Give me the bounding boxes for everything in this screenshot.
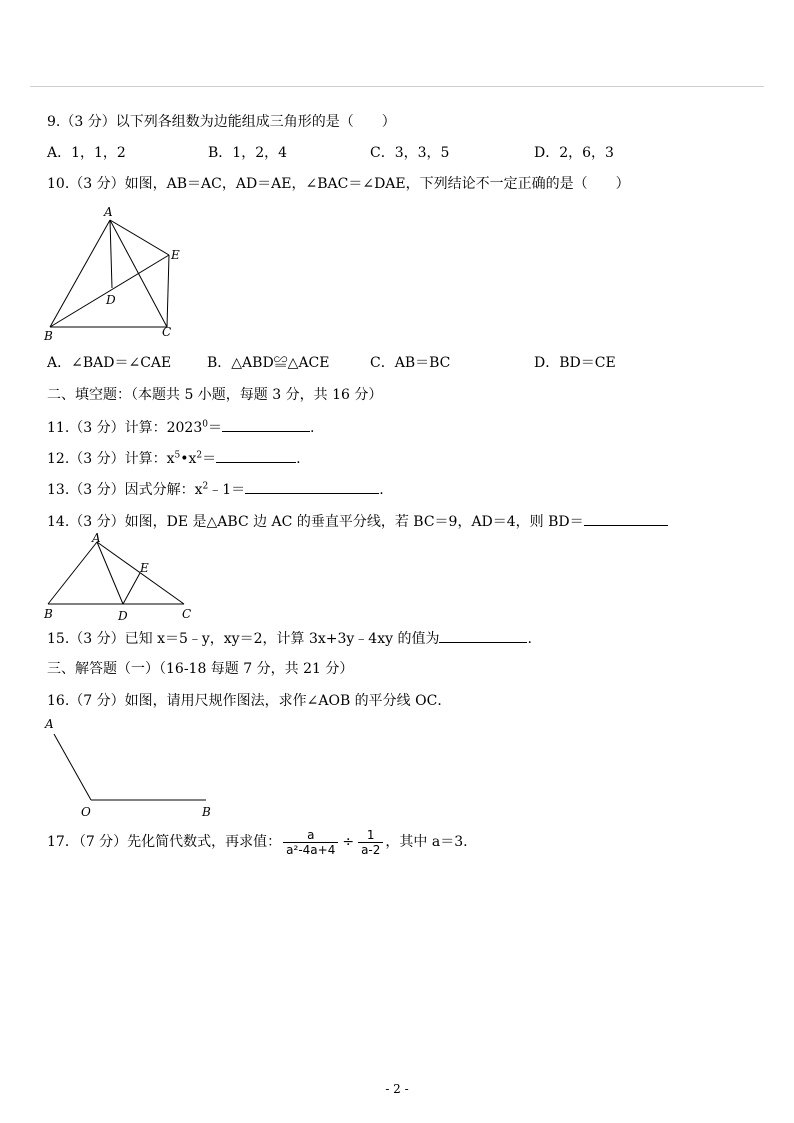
q9-options (47, 143, 747, 163)
q10-options (47, 353, 747, 373)
header-rule (30, 86, 764, 87)
q9-option-b: B．1，2，4 (208, 145, 288, 161)
q10-option-b: B．△ABD≌△ACE (207, 355, 330, 371)
q9-stem: 9.（3 分）以下列各组数为边能组成三角形的是（ ） (47, 114, 396, 130)
q11: 11.（3 分）计算：$2023^0=$ . (47, 417, 314, 438)
q14-label-c: C (182, 607, 192, 621)
q14-figure (40, 532, 200, 624)
q14-label-a: A (92, 532, 101, 545)
q11-answer-blank[interactable] (222, 417, 310, 432)
q10-option-d: D．BD＝CE (534, 355, 616, 371)
page-number: - 2 - (385, 1082, 409, 1096)
q10-option-a: A．∠BAD＝∠CAE (47, 355, 172, 371)
q16-figure (40, 710, 220, 822)
q14: 14.（3 分）如图，DE 是△ABC 边 AC 的垂直平分线，若 BC＝9，AD＝4，则 BD＝ (47, 511, 668, 532)
q14-answer-blank[interactable] (584, 511, 668, 526)
q17-fraction-2: $\frac{1}{a-2}$ (358, 828, 383, 857)
q10-label-c: C (162, 325, 172, 339)
q10-option-c: C．AB＝BC (370, 355, 451, 371)
q10-label-b: B (44, 329, 53, 343)
q14-label-e: E (140, 561, 149, 575)
q10-label-a: A (104, 205, 113, 219)
q16-stem: 16.（7 分）如图，请用尺规作图法，求作∠AOB 的平分线 OC． (47, 693, 452, 709)
q12-answer-blank[interactable] (216, 448, 296, 463)
q17: 17．（7 分）先化简代数式，再求值： $\frac{a}{\text{a²-4a+4}}$ ÷ $\frac{1}{a-2}$ ，其中 a＝3. (47, 827, 468, 857)
q16-label-o: O (81, 805, 91, 819)
q13: 13.（3 分）因式分解：$x^2﹣1=$ . (47, 479, 384, 500)
q9-option-d: D．2，6，3 (534, 145, 614, 161)
q12: 12.（3 分）计算：$x^5•x^2=$ . (47, 448, 301, 469)
q10-figure (40, 200, 200, 345)
q16-label-b: B (202, 805, 211, 819)
q10-label-d: D (106, 293, 116, 307)
q17-fraction-1: $\frac{a}{\text{a²-4a+4}}$ (283, 828, 338, 857)
q10-label-e: E (171, 248, 180, 262)
q9-option-a: A．1，1，2 (47, 145, 126, 161)
q9-option-c: C．3，3，5 (370, 145, 450, 161)
q14-label-b: B (44, 607, 53, 621)
q10-stem: 10.（3 分）如图，AB＝AC，AD＝AE，∠BAC＝∠DAE，下列结论不一定正确的是（ ） (47, 176, 630, 192)
q14-label-d: D (118, 609, 128, 623)
q13-answer-blank[interactable] (245, 479, 379, 494)
q15: 15.（3 分）已知 x＝5﹣y，xy＝2，计算 3x+3y﹣4xy 的值为 . (47, 628, 532, 649)
section-3-heading: 三、解答题（一）（16-18 每题 7 分，共 21 分） (47, 661, 354, 677)
section-2-heading: 二、填空题：（本题共 5 小题，每题 3 分，共 16 分） (47, 387, 383, 403)
q15-answer-blank[interactable] (439, 628, 527, 643)
q16-label-a: A (45, 717, 54, 731)
